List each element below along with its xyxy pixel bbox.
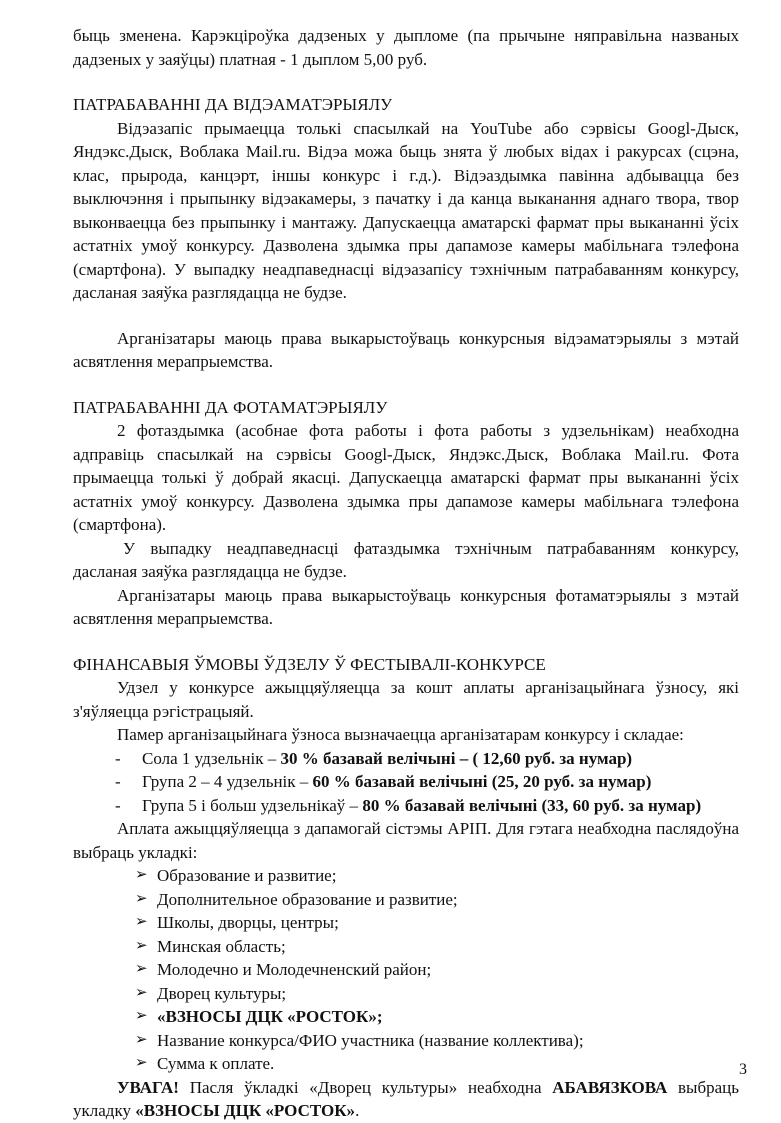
payment-step (135, 911, 739, 935)
video-paragraph-2: Арганізатары маюць права выкарыстоўваць конкурсныя відэаматэрыялы з мэтай асвятлення мерапрыемства. (73, 328, 739, 371)
arrow-bullet-icon: ➢ (135, 914, 148, 930)
payment-step (135, 1005, 739, 1029)
arrow-bullet-icon: ➢ (135, 961, 148, 977)
payment-step (135, 935, 739, 959)
spacer (73, 631, 739, 653)
payment-step (135, 1029, 739, 1053)
payment-step (135, 1052, 739, 1076)
step-text: Дополнительное образование и развитие; (157, 889, 458, 909)
finance-paragraph-1: Удзел у конкурсе ажыццяўляецца за кошт аплаты арганізацыйнага ўзносу, які з'яўляецца рэгістрацыяй. (73, 678, 739, 721)
payment-step (135, 864, 739, 888)
step-text-bold: «ВЗНОСЫ ДЦК «РОСТОК»; (157, 1007, 383, 1026)
fee-item-large-group (115, 794, 739, 818)
step-text: Молодечно и Молодечненский район; (157, 960, 432, 979)
fee-amount: 80 % базавай велічыні (33, 60 руб. за нумар) (362, 795, 702, 815)
arrow-bullet-icon: ➢ (135, 1008, 148, 1024)
warning-target: «ВЗНОСЫ ДЦК «РОСТОК» (135, 1101, 356, 1120)
warning-text: Пасля ўкладкі «Дворец культуры» неабходна (178, 1077, 553, 1097)
fee-list (73, 747, 739, 818)
step-text: Минская область; (157, 936, 286, 956)
video-section-heading: ПАТРАБАВАННІ ДА ВІДЭАМАТЭРЫЯЛУ (73, 95, 393, 114)
warning-label: УВАГА! (117, 1077, 179, 1097)
fee-amount: 30 % базавай велічыні – ( 12,60 руб. за нумар) (280, 748, 633, 768)
payment-step (135, 888, 739, 912)
payment-step (135, 958, 739, 982)
fee-item-solo (115, 747, 739, 771)
page-number: 3 (739, 1061, 747, 1078)
photo-section-heading: ПАТРАБАВАННІ ДА ФОТАМАТЭРЫЯЛУ (73, 397, 388, 417)
payment-step (135, 982, 739, 1006)
finance-paragraph-3: Аплата ажыццяўляецца з дапамогай сістэмы АРІП. Для гэтага неабходна паслядоўна выбраць укладкі: (73, 819, 739, 862)
fee-item-small-group (115, 770, 739, 794)
arrow-bullet-icon: ➢ (135, 984, 148, 1001)
step-text: Название конкурса/ФИО участника (название коллектива); (157, 1030, 584, 1050)
step-text: Сумма к оплате. (157, 1054, 275, 1073)
step-text: Дворец культуры; (157, 983, 287, 1003)
fee-label: Сола 1 удзельнік – (142, 748, 281, 768)
step-text: Школы, дворцы, центры; (157, 913, 339, 932)
finance-paragraph-2: Памер арганізацыйнага ўзноса вызначаецца арганізатарам конкурсу і складае: (117, 725, 684, 744)
arrow-bullet-icon: ➢ (135, 937, 148, 954)
arrow-bullet-icon: ➢ (135, 1055, 148, 1071)
fee-label: Група 5 і больш удзельнікаў – (142, 795, 363, 815)
warning-emphasis: АБАВЯЗКОВА (552, 1077, 668, 1097)
spacer (73, 374, 739, 396)
arrow-bullet-icon: ➢ (135, 890, 148, 907)
arrow-bullet-icon: ➢ (135, 867, 148, 883)
video-paragraph-1: Відэазапіс прымаецца толькі спасылкай на YouTube або сэрвісы Googl-Дыск, Яндэкс.Дыск, Воблака Mail.ru. Відэа можа быць знята ў любых відах і ракурсах (сцэна, клас, прырода, канцэрт, іншы конкурс і г.д.). Відэаздымка павінна адбывацца без выключэння і прыпынку відэакамеры, з пачатку і да канца выканання аднаго твора, твор выконваецца без прыпынку і мантажу. Дапускаецца аматарскі фармат пры выкананні ўсіх астатніх умоў конкурсу. Дазволена здымка пры дапамозе камеры мабільнага тэлефона (смартфона). У выпадку неадпаведнасці відэазапісу тэхнічным патрабаванням конкурсу, дасланая заяўка разглядацца не будзе. (73, 118, 739, 302)
fee-amount: 60 % базавай велічыні (25, 20 руб. за нумар) (312, 772, 652, 791)
document-page (73, 24, 739, 1123)
intro-paragraph: быць зменена. Карэкціроўка дадзеных у дыпломе (па прычыне няправільна названых дадзеных у заяўцы) платная - 1 дыплом 5,00 руб. (73, 26, 739, 69)
payment-steps-list (73, 864, 739, 1076)
arrow-bullet-icon: ➢ (135, 1031, 148, 1048)
dash-bullet: - (115, 772, 121, 791)
photo-paragraph-3: Арганізатары маюць права выкарыстоўваць конкурсныя фотаматэрыялы з мэтай асвятлення мерапрыемства. (73, 585, 739, 628)
dash-bullet: - (115, 748, 121, 768)
photo-paragraph-1: 2 фотаздымка (асобнае фота работы і фота работы з удзельнікам) неабходна адправіць спасылкай на сэрвісы Googl-Дыск, Яндэкс.Дыск, Воблака Mail.ru. Фота прымаецца толькі ў добрай якасці. Дапускаецца аматарскі фармат пры выкананні ўсіх астатніх умоў конкурсу. Дазволена здымка пры дапамозе камеры мабільнага тэлефона (смартфона). (73, 421, 739, 534)
finance-section-heading: ФІНАНСАВЫЯ ЎМОВЫ ЎДЗЕЛУ Ў ФЕСТЫВАЛІ-КОНКУРСЕ (73, 654, 546, 674)
step-text: Образование и развитие; (157, 866, 337, 885)
spacer (73, 71, 739, 93)
dash-bullet: - (115, 795, 121, 815)
spacer (73, 305, 739, 327)
warning-paragraph (73, 1076, 739, 1123)
warning-text: выбраць укладку (73, 1077, 740, 1120)
fee-label: Група 2 – 4 удзельнік – (142, 772, 313, 791)
photo-paragraph-2: У выпадку неадпаведнасці фатаздымка тэхнічным патрабаванням конкурсу, дасланая заяўка разглядацца не будзе. (73, 538, 739, 581)
warning-text: . (355, 1101, 360, 1120)
